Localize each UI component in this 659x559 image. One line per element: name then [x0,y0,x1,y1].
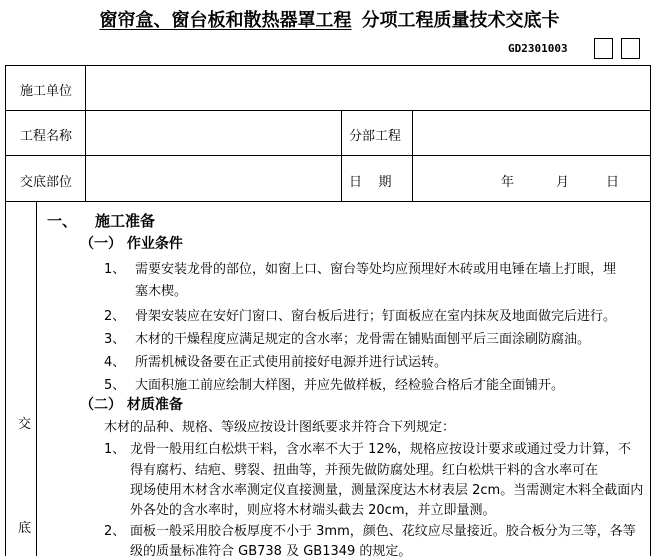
unit-value-field[interactable] [87,67,647,108]
item-2-1-line-3: 现场使用木材含水率测定仪直接测量，测量深度达木材表层 2cm。当需测定木料全截面内 [130,483,644,498]
checkbox-2[interactable] [621,38,640,59]
row-divider-1 [5,110,650,111]
date-month: 月 [556,175,570,190]
subsection-2-title: （二） 材质准备 [80,397,183,413]
date-year: 年 [501,175,515,190]
item-1-4-number: 4、 [104,355,126,370]
unit-label: 施工单位 [20,84,73,99]
side-label-char-1: 交 [18,417,32,432]
item-1-5-line-1: 大面积施工前应绘制大样图，并应先做样板，经检验合格后才能全面铺开。 [135,378,565,393]
item-2-2-line-1: 面板一般采用胶合板厚度不小于 3mm，颜色、花纹应尽量接近。胶合板分为三等，各等 [130,524,636,539]
item-2-1-line-1: 龙骨一般用红白松烘干料，含水率不大于 12%，规格应按设计要求或通过受力计算，不 [130,442,632,457]
part-value-field[interactable] [87,157,339,199]
table-border-top [5,65,650,66]
project-label: 工程名称 [20,129,73,144]
item-2-1-line-2: 得有腐朽、结疤、劈裂、扭曲等，并预先做防腐处理。红白松烘干料的含水率可在 [130,463,599,478]
document-code: GD2301003 [508,42,568,55]
subproject-value-field[interactable] [414,112,648,153]
side-label-char-2: 底 [18,521,32,536]
item-2-1-line-4: 外各处的含水率时，则应将木材端头截去 20cm，并立即量测。 [130,503,496,518]
item-1-2-line-1: 骨架安装应在安好门窗口、窗台板后进行；钉面板应在室内抹灰及地面做完后进行。 [135,309,617,324]
row-divider-3 [5,201,650,202]
section-1-number: 一、 [47,212,78,230]
document-title: 窗帘盒、窗台板和散热器罩工程 分项工程质量技术交底卡 [99,10,560,31]
mid-divider-left [341,110,342,201]
date-day: 日 [606,175,620,190]
subproject-label: 分部工程 [349,129,402,144]
item-2-2-line-2: 级的质量标准符合 GB738 及 GB1349 的规定。 [130,544,412,559]
item-1-3-number: 3、 [104,332,126,347]
table-border-right [650,65,651,556]
label-column-divider [85,65,86,201]
table-border-left [5,65,6,556]
item-1-4-line-1: 所需机械设备要在正式使用前接好电源并进行试运转。 [135,355,448,370]
checkbox-1[interactable] [594,38,613,59]
item-1-3-line-1: 木材的干燥程度应满足规定的含水率；龙骨需在铺贴面刨平后三面涂刷防腐油。 [135,332,591,347]
mid-divider-right [412,110,413,201]
subsection-2-intro: 木材的品种、规格、等级应按设计图纸要求并符合下列规定： [104,420,456,435]
item-1-1-line-2: 塞木楔。 [135,284,188,299]
row-divider-2 [5,155,650,156]
section-1-title: 施工准备 [95,212,156,230]
item-1-1-number: 1、 [104,262,126,277]
item-2-1-number: 1、 [104,442,126,457]
project-value-field[interactable] [87,112,339,153]
item-1-5-number: 5、 [104,378,126,393]
subsection-1-title: （一） 作业条件 [80,236,183,252]
date-label: 日 期 [349,175,392,190]
part-label: 交底部位 [20,175,73,190]
item-1-2-number: 2、 [104,309,126,324]
side-column-divider [36,201,37,556]
item-2-2-number: 2、 [104,524,126,539]
item-1-1-line-1: 需要安装龙骨的部位，如窗上口、窗台等处均应预埋好木砖或用电锤在墙上打眼，埋 [135,262,617,277]
